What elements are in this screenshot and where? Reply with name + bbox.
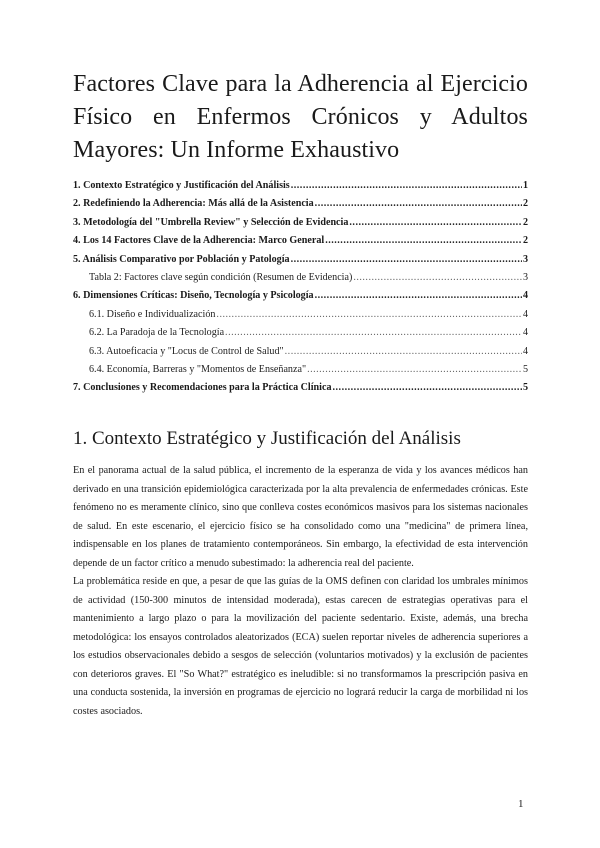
toc-leader	[291, 180, 522, 191]
toc-entry-text: 6.2. La Paradoja de la Tecnología	[89, 327, 225, 339]
toc-entry-page: 2	[522, 198, 528, 210]
toc-entry-page: 3	[522, 253, 528, 265]
toc-entry[interactable]	[73, 290, 528, 308]
toc-entry[interactable]	[73, 198, 528, 216]
toc-entry[interactable]	[73, 382, 528, 400]
toc-entry-page: 3	[522, 271, 528, 283]
toc-entry-text: 4. Los 14 Factores Clave de la Adherencia: Marco General	[73, 235, 325, 247]
toc-entry-text: 6. Dimensiones Críticas: Diseño, Tecnología y Psicología	[73, 290, 314, 302]
toc-entry[interactable]	[73, 235, 528, 253]
toc-leader	[225, 327, 522, 338]
toc-entry-page: 4	[522, 345, 528, 357]
toc-entry[interactable]	[73, 180, 528, 198]
section-heading: 1. Contexto Estratégico y Justificación del Análisis	[73, 428, 461, 449]
toc-entry-text: 6.3. Autoeficacia y "Locus de Control de Salud"	[89, 345, 284, 357]
toc-leader	[315, 198, 522, 209]
page-number: 1	[518, 798, 524, 810]
toc-leader	[307, 364, 522, 375]
toc-entry-text: 6.1. Diseño e Individualización	[89, 308, 216, 320]
table-of-contents	[73, 180, 528, 401]
toc-subentry[interactable]	[73, 364, 528, 382]
toc-entry-text: Tabla 2: Factores clave según condición (Resumen de Evidencia)	[89, 271, 353, 283]
toc-entry-page: 1	[522, 180, 528, 191]
toc-leader	[315, 290, 522, 301]
toc-entry-text: 1. Contexto Estratégico y Justificación del Análisis	[73, 180, 290, 191]
toc-entry[interactable]	[73, 217, 528, 235]
toc-leader	[349, 217, 522, 228]
toc-leader	[333, 382, 522, 393]
toc-subentry[interactable]	[73, 272, 528, 290]
toc-leader	[291, 254, 522, 265]
toc-leader	[353, 272, 522, 283]
toc-leader	[285, 346, 522, 357]
toc-entry-page: 4	[522, 290, 528, 302]
section-body	[73, 462, 528, 721]
toc-entry-page: 4	[522, 327, 528, 339]
toc-entry-page: 2	[522, 235, 528, 247]
toc-leader	[216, 309, 522, 320]
paragraph: La problemática reside en que, a pesar de que las guías de la OMS definen con claridad los umbrales mínimos de actividad (150-300 minutos de intensidad moderada), estas carecen de estrategias operativas para el mantenimiento a largo plazo o para la movilización del paciente sedentario. Existe, además, una brecha metodológica: los ensayos controlados aleatorizados (ECA) suelen reportar niveles de adherencia superiores a los estudios observacionales debido a sesgos de selección (voluntarios motivados) y la exclusión de pacientes con deterioros graves. El "So What?" estratégico es ineludible: si no transformamos la prescripción pasiva en una conducta sostenida, la inversión en programas de ejercicio no logrará reducir la carga de morbilidad ni los costes asociados.	[73, 576, 528, 717]
paragraph: En el panorama actual de la salud pública, el incremento de la esperanza de vida y los avances médicos han derivado en una transición epidemiológica caracterizada por la alta prevalencia de enfermedades crónicas. Este fenómeno no es meramente clínico, sino que conlleva costes económicos masivos para los sistemas nacionales de salud. En este escenario, el ejercicio físico se ha consolidado como una "medicina" de primera línea, indispensable en los planes de tratamiento contemporáneos. Sin embargo, la efectividad de esta intervención depende de un factor crítico a menudo subestimado: la adherencia real del paciente.	[73, 465, 528, 569]
toc-entry-page: 5	[522, 363, 528, 375]
toc-entry-text: 6.4. Economía, Barreras y "Momentos de Enseñanza"	[89, 363, 307, 375]
toc-entry-text: 2. Redefiniendo la Adherencia: Más allá de la Asistencia	[73, 198, 314, 210]
toc-subentry[interactable]	[73, 327, 528, 345]
toc-entry-page: 5	[522, 382, 528, 394]
toc-subentry[interactable]	[73, 309, 528, 327]
toc-entry-page: 2	[522, 216, 528, 228]
toc-entry-page: 4	[522, 308, 528, 320]
toc-entry-text: 7. Conclusiones y Recomendaciones para la Práctica Clínica	[73, 382, 332, 394]
document-title: Factores Clave para la Adherencia al Ejercicio Físico en Enfermos Crónicos y Adultos Mayores: Un Informe Exhaustivo	[73, 71, 528, 163]
toc-leader	[325, 235, 522, 246]
toc-subentry[interactable]	[73, 346, 528, 364]
toc-entry-text: 3. Metodología del "Umbrella Review" y Selección de Evidencia	[73, 216, 349, 228]
toc-entry[interactable]	[73, 254, 528, 272]
toc-entry-text: 5. Análisis Comparativo por Población y Patología	[73, 253, 290, 265]
